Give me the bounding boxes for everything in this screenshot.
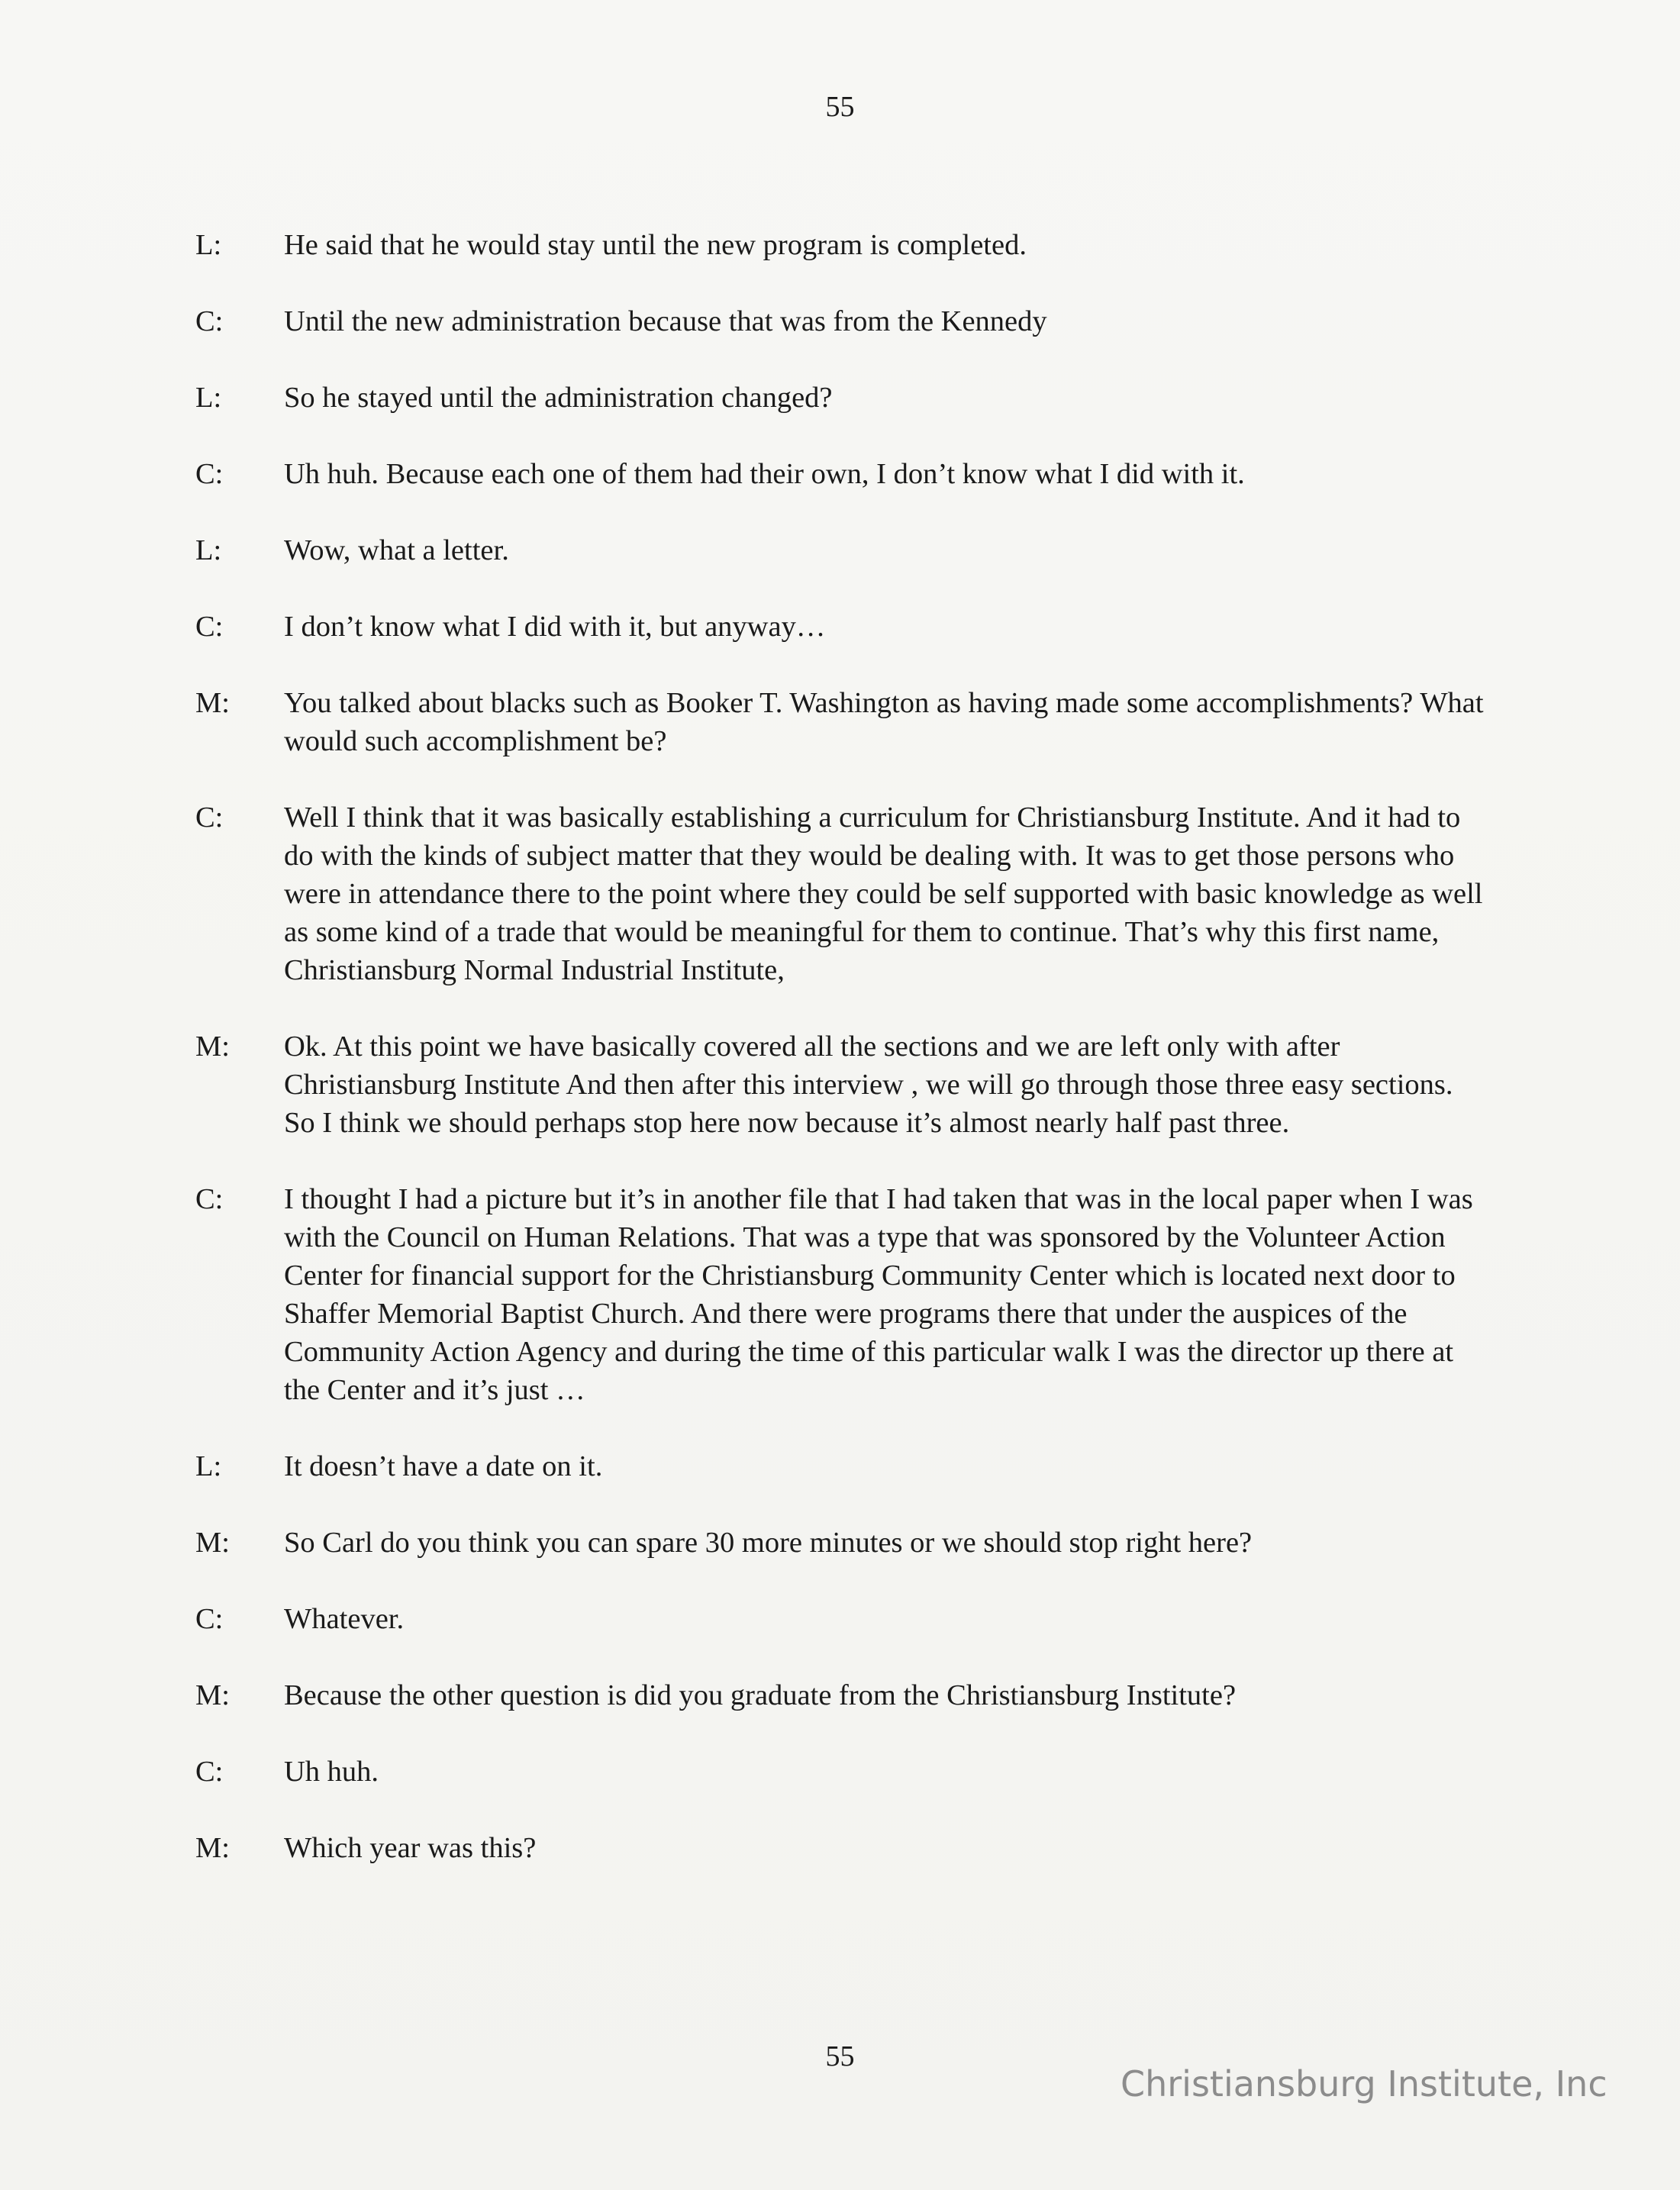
transcript-entry [195, 531, 1493, 569]
utterance-text: You talked about blacks such as Booker T. Washington as having made some accomplishments? What would such accomplishment be? [284, 687, 1484, 757]
transcript-entry [195, 226, 1493, 264]
transcript-entry [195, 1600, 1493, 1638]
speaker-label: M: [195, 1030, 230, 1063]
transcript-entry [195, 684, 1493, 760]
utterance-text: Because the other question is did you graduate from the Christiansburg Institute? [284, 1679, 1237, 1711]
utterance-text: So Carl do you think you can spare 30 more minutes or we should stop right here? [284, 1527, 1253, 1559]
page-number-top: 55 [825, 91, 855, 123]
transcript-entry [195, 1676, 1493, 1714]
transcript-entry [195, 1753, 1493, 1791]
utterance-text: It doesn’t have a date on it. [284, 1450, 603, 1482]
utterance-text: I thought I had a picture but it’s in another file that I had taken that was in the local paper when I was with the Council on Human Relations. That was a type that was sponsored by the Volunteer Action Center for financial support for the Christiansburg Community Center which is located next door to Shaffer Memorial Baptist Church. And there were programs there that under the auspices of the Community Action Agency and during the time of this particular walk I was the director up there at the Center and it’s just … [284, 1183, 1473, 1406]
speaker-label: L: [195, 229, 222, 261]
speaker-label: C: [195, 305, 224, 337]
utterance-text: Which year was this? [284, 1832, 537, 1864]
speaker-label: M: [195, 1679, 230, 1711]
transcript-entry [195, 1180, 1493, 1409]
utterance-text: Ok. At this point we have basically covered all the sections and we are left only with after Christiansburg Institute And then after this interview , we will go through those three easy sections. So I think we should perhaps stop here now because it’s almost nearly half past three. [284, 1030, 1453, 1139]
transcript-entry [195, 1524, 1493, 1562]
transcript-entry [195, 1447, 1493, 1485]
utterance-text: Until the new administration because that was from the Kennedy [284, 305, 1047, 337]
page-number-bottom: 55 [825, 2040, 855, 2072]
transcript-entry [195, 608, 1493, 646]
transcript-entry [195, 455, 1493, 493]
transcript [195, 226, 1493, 1905]
utterance-text: Well I think that it was basically establishing a curriculum for Christiansburg Institute. And it had to do with the kinds of subject matter that they would be dealing with. It was to get those persons who were in attendance there to the point where they could be self supported with basic knowledge as well as some kind of a trade that would be meaningful for them to continue. That’s why this first name, Christiansburg Normal Industrial Institute, [284, 801, 1483, 986]
utterance-text: So he stayed until the administration changed? [284, 382, 833, 414]
speaker-label: L: [195, 382, 222, 414]
speaker-label: C: [195, 1603, 224, 1635]
speaker-label: L: [195, 1450, 222, 1482]
transcript-entry [195, 1829, 1493, 1867]
speaker-label: M: [195, 1832, 230, 1864]
speaker-label: C: [195, 1756, 224, 1788]
speaker-label: C: [195, 458, 224, 490]
speaker-label: C: [195, 611, 224, 643]
utterance-text: Uh huh. Because each one of them had their own, I don’t know what I did with it. [284, 458, 1245, 490]
speaker-label: M: [195, 687, 230, 719]
utterance-text: I don’t know what I did with it, but anyway… [284, 611, 826, 643]
speaker-label: C: [195, 801, 224, 834]
speaker-label: M: [195, 1527, 230, 1559]
transcript-entry [195, 798, 1493, 989]
utterance-text: Uh huh. [284, 1756, 379, 1788]
speaker-label: C: [195, 1183, 224, 1215]
watermark-text: Christiansburg Institute, Inc [1121, 2063, 1607, 2105]
transcript-entry [195, 1027, 1493, 1142]
utterance-text: Wow, what a letter. [284, 534, 509, 566]
transcript-entry [195, 302, 1493, 340]
utterance-text: He said that he would stay until the new program is completed. [284, 229, 1027, 261]
speaker-label: L: [195, 534, 222, 566]
utterance-text: Whatever. [284, 1603, 405, 1635]
transcript-entry [195, 379, 1493, 417]
